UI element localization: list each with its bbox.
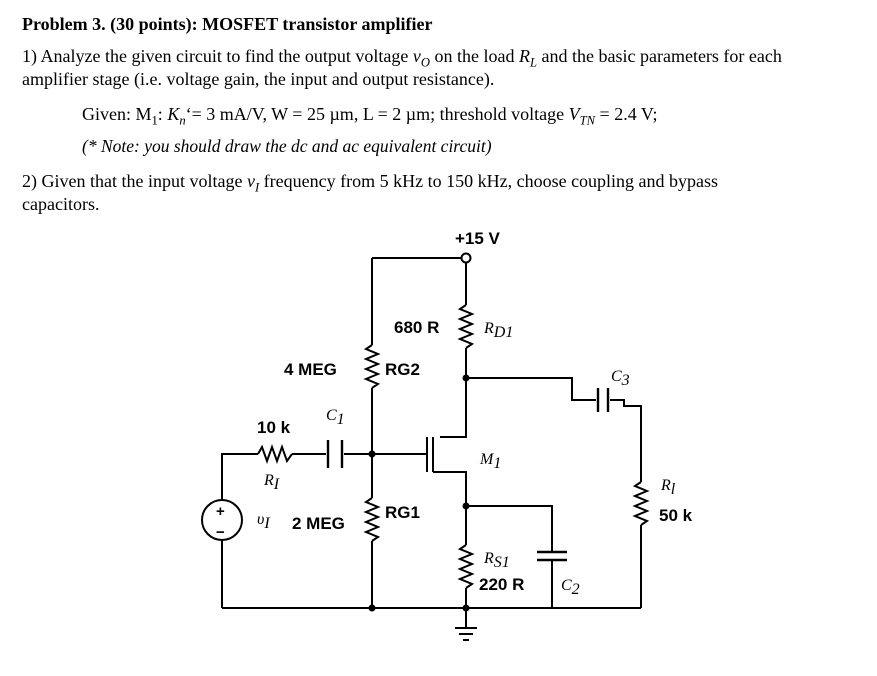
rd-name: RD1	[484, 320, 514, 341]
c3-label: C3	[611, 368, 630, 389]
given-post: ‘= 3 mA/V, W = 25 µm, L = 2 µm; threshold voltage	[185, 104, 569, 124]
part2-line2: capacitors.	[22, 194, 100, 214]
rg2-name: RG2	[385, 360, 420, 379]
kn-subscript: n	[179, 113, 186, 128]
wire-drain	[440, 348, 466, 437]
rg2-value: 4 MEG	[284, 360, 337, 379]
rs-resistor	[460, 545, 472, 588]
c3-capacitor	[598, 388, 608, 412]
part2-post: frequency from 5 kHz to 150 kHz, choose coupling and bypass	[259, 171, 719, 191]
rl-name: Rl	[661, 477, 676, 498]
rd-value: 680 R	[394, 318, 440, 337]
vtn-subscript: TN	[579, 113, 596, 128]
rg1-name: RG1	[385, 503, 420, 522]
vi-label: υI	[257, 511, 270, 532]
ri-resistor	[258, 447, 292, 461]
ri-value: 10 k	[257, 418, 291, 437]
supply-terminal	[462, 254, 471, 263]
vo-subscript: O	[420, 55, 431, 70]
vo-symbol: v	[412, 46, 421, 66]
c1-label: C1	[326, 407, 345, 428]
rg1-value: 2 MEG	[292, 514, 345, 533]
junction-bottom-left	[369, 605, 376, 612]
rs-name: RS1	[484, 550, 510, 571]
wire-drain-to-c3	[466, 378, 596, 400]
rl-symbol: R	[519, 46, 530, 66]
wire-src-to-ri	[222, 454, 258, 488]
part2-pre: 2) Given that the input voltage	[22, 171, 247, 191]
c1-capacitor	[328, 440, 342, 468]
part1-line2: amplifier stage (i.e. voltage gain, the input and output resistance).	[22, 69, 495, 89]
given-m-sub: 1	[151, 113, 158, 128]
note-line: (* Note: you should draw the dc and ac equivalent circuit)	[82, 136, 492, 156]
wire-c2-top	[466, 506, 552, 552]
given-tail: = 2.4 V;	[595, 104, 658, 124]
ri-name: RI	[264, 472, 280, 493]
given-pre: Given: M	[82, 104, 152, 124]
m1-label: M1	[480, 451, 502, 472]
problem-title: Problem 3. (30 points): MOSFET transistor amplifier	[22, 14, 433, 34]
junction-gate	[369, 451, 376, 458]
c2-label: C2	[561, 577, 580, 598]
rg1-resistor	[366, 498, 378, 541]
source-minus-sign: −	[216, 524, 225, 541]
rl-resistor	[635, 482, 647, 525]
rl-subscript: L	[530, 55, 538, 70]
vi-subscript: I	[254, 180, 260, 195]
rl-value: 50 k	[659, 506, 693, 525]
rg2-resistor	[366, 345, 378, 388]
mosfet-source-lead	[433, 472, 466, 545]
source-plus-sign: +	[216, 503, 225, 520]
part1-text-post: and the basic parameters for each	[537, 46, 782, 66]
ground-symbol	[455, 628, 477, 640]
supply-label: +15 V	[455, 229, 500, 248]
vtn-symbol: V	[568, 104, 580, 124]
kn-symbol: K	[167, 104, 180, 124]
c2-capacitor	[537, 552, 567, 560]
rd-resistor	[460, 305, 472, 348]
part1-text-mid: on the load	[430, 46, 519, 66]
given-colon: :	[157, 104, 168, 124]
junction-drain	[463, 375, 470, 382]
junction-source	[463, 503, 470, 510]
rs-value: 220 R	[479, 575, 525, 594]
junction-bottom-right	[463, 605, 470, 612]
part1-text-pre: 1) Analyze the given circuit to find the output voltage	[22, 46, 413, 66]
vi-symbol: v	[246, 171, 255, 191]
wire-c3-to-load	[610, 400, 641, 482]
